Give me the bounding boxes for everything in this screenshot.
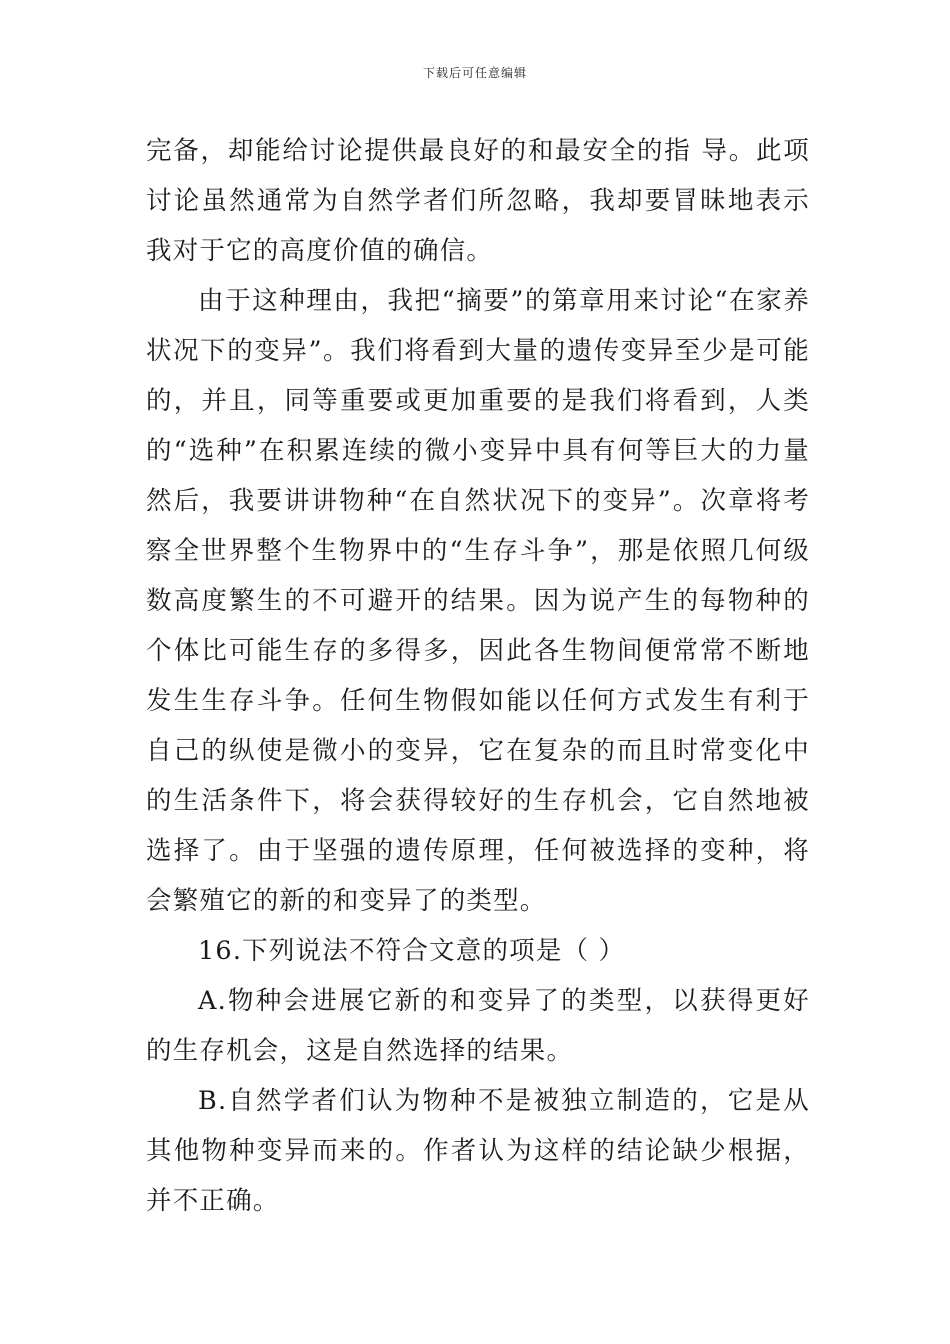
option-b: B.自然学者们认为物种不是被独立制造的，它是从其他物种变异而来的。作者认为这样的结论缺少根据，并不正确。 <box>146 1086 810 1216</box>
option-a: A.物种会进展它新的和变异了的类型，以获得更好的生存机会，这是自然选择的结果。 <box>146 986 810 1066</box>
page-header: 下载后可任意编辑 <box>422 66 527 80</box>
paragraph-continuation: 完备，却能给讨论提供最良好的和最安全的指 导。此项讨论虽然通常为自然学者们所忽略，我却要冒昧地表示我对于它的高度价值的确信。 <box>146 136 810 266</box>
paragraph-main: 由于这种理由，我把“摘要”的第章用来讨论“在家养状况下的变异”。我们将看到大量的遗传变异至少是可能的，并且，同等重要或更加重要的是我们将看到，人类的“选种”在积累连续的微小变异中具有何等巨大的力量然后，我要讲讲物种“在自然状况下的变异”。次章将考察全世界整个生物界中的“生存斗争”，那是依照几何级数高度繁生的不可避开的结果。因为说产生的每物种的个体比可能生存的多得多，因此各生物间便常常不断地发生生存斗争。任何生物假如能以任何方式发生有利于自己的纵使是微小的变异，它在复杂的而且时常变化中的生活条件下，将会获得较好的生存机会，它自然地被选择了。由于坚强的遗传原理，任何被选择的变种，将会繁殖它的新的和变异了的类型。 <box>146 286 810 916</box>
question-stem: 16.下列说法不符合文意的项是（ ） <box>198 936 626 966</box>
document-body <box>146 126 810 1226</box>
